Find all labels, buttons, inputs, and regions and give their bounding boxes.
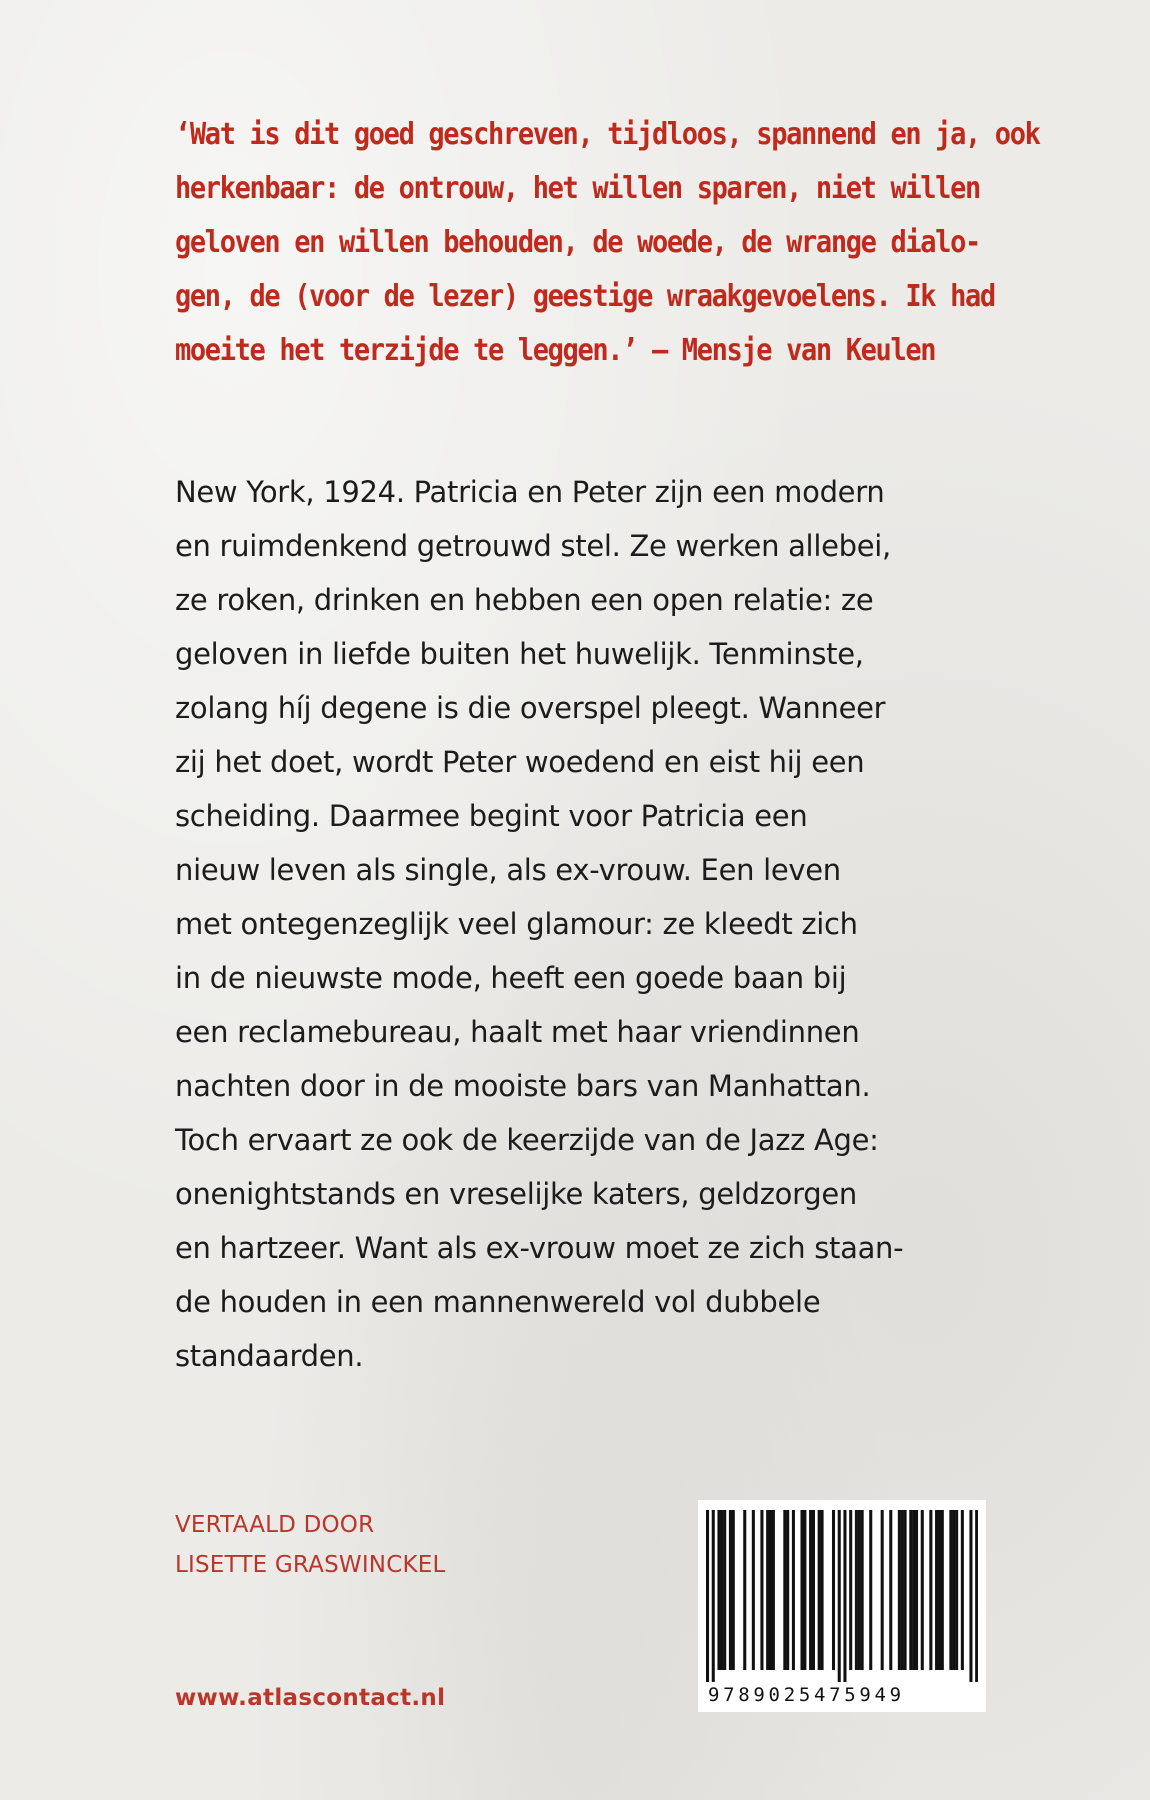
barcode-bar — [889, 1510, 892, 1670]
description-line: scheiding. Daarmee begint voor Patricia een — [175, 799, 808, 833]
barcode-bar — [912, 1510, 915, 1670]
quote-line: ‘Wat is dit goed geschreven, tijdloos, spannend en ja, ook — [175, 117, 1040, 152]
barcode-bar — [800, 1510, 803, 1670]
barcode-bar — [898, 1510, 901, 1670]
description-line: standaarden. — [175, 1339, 364, 1373]
description-line: ze roken, drinken en hebben een open relatie: ze — [175, 583, 874, 617]
barcode-bars — [706, 1510, 978, 1682]
book-description — [175, 465, 1005, 1383]
description-line: en hartzeer. Want als ex-vrouw moet ze zich staan- — [175, 1231, 904, 1265]
description-line: zolang híj degene is die overspel pleegt. Wanneer — [175, 691, 886, 725]
barcode-bar — [969, 1510, 972, 1682]
translator-credit — [175, 1505, 446, 1585]
description-line: Toch ervaart ze ook de keerzijde van de Jazz Age: — [175, 1123, 879, 1157]
description-line: nieuw leven als single, als ex-vrouw. Een leven — [175, 853, 841, 887]
translator-label: VERTAALD DOOR — [175, 1512, 375, 1538]
barcode-bar — [706, 1510, 709, 1682]
barcode-bar — [935, 1510, 938, 1670]
barcode-bar — [818, 1510, 821, 1670]
barcode-bar — [786, 1510, 789, 1670]
barcode-bar — [904, 1510, 907, 1670]
description-line: zij het doet, wordt Peter woedend en eist hij een — [175, 745, 865, 779]
description-line: geloven in liefde buiten het huwelijk. Tenminste, — [175, 637, 864, 671]
barcode-bar — [803, 1510, 806, 1670]
barcode-bar — [717, 1510, 720, 1670]
barcode-bar — [723, 1510, 726, 1670]
barcode-bar — [712, 1510, 715, 1682]
barcode-bar — [732, 1510, 735, 1670]
quote-line: moeite het terzijde te leggen.’ – Mensje van Keulen — [175, 333, 936, 368]
isbn-number: 9789025475949 — [708, 1684, 905, 1706]
quote-line: geloven en willen behouden, de woede, de wrange dialo- — [175, 225, 980, 260]
barcode-bar — [921, 1510, 924, 1670]
barcode-bar — [760, 1510, 763, 1670]
barcode-bar — [952, 1510, 955, 1670]
publisher-website[interactable]: www.atlascontact.nl — [175, 1685, 446, 1711]
barcode-bar — [843, 1510, 846, 1682]
barcode-bar — [812, 1510, 815, 1670]
barcode-bar — [772, 1510, 775, 1670]
barcode-bar — [909, 1510, 912, 1670]
barcode-bar — [769, 1510, 772, 1670]
barcode-bar — [938, 1510, 941, 1670]
translator-name: LISETTE GRASWINCKEL — [175, 1552, 446, 1578]
barcode-bar — [792, 1510, 795, 1670]
barcode-bar — [743, 1510, 746, 1670]
barcode-bar — [720, 1510, 723, 1670]
barcode-bar — [752, 1510, 755, 1670]
barcode-bar — [821, 1510, 824, 1670]
barcode-bar — [855, 1510, 858, 1670]
barcode-bar — [766, 1510, 769, 1670]
barcode-bar — [881, 1510, 884, 1670]
barcode-bar — [783, 1510, 786, 1670]
barcode-bar — [838, 1510, 841, 1682]
barcode-bar — [929, 1510, 932, 1670]
barcode-bar — [849, 1510, 852, 1670]
barcode-bar — [869, 1510, 872, 1670]
barcode-bar — [941, 1510, 944, 1670]
barcode-bar — [961, 1510, 964, 1670]
description-line: met ontegenzeglijk veel glamour: ze kleedt zich — [175, 907, 858, 941]
review-quote — [175, 108, 1040, 378]
barcode-bar — [832, 1510, 835, 1670]
description-line: in de nieuwste mode, heeft een goede baan bij — [175, 961, 847, 995]
quote-line: gen, de (voor de lezer) geestige wraakgevoelens. Ik had — [175, 279, 995, 314]
description-line: onenightstands en vreselijke katers, geldzorgen — [175, 1177, 857, 1211]
barcode-bar — [949, 1510, 952, 1670]
description-line: New York, 1924. Patricia en Peter zijn een modern — [175, 475, 885, 509]
barcode-bar — [858, 1510, 861, 1670]
barcode-bar — [975, 1510, 978, 1682]
description-line: de houden in een mannenwereld vol dubbele — [175, 1285, 821, 1319]
barcode-bar — [809, 1510, 812, 1670]
description-line: en ruimdenkend getrouwd stel. Ze werken allebei, — [175, 529, 891, 563]
isbn-barcode — [698, 1500, 986, 1712]
description-line: nachten door in de mooiste bars van Manhattan. — [175, 1069, 871, 1103]
barcode-bar — [729, 1510, 732, 1670]
barcode-bar — [901, 1510, 904, 1670]
barcode-bar — [915, 1510, 918, 1670]
barcode-bar — [955, 1510, 958, 1670]
description-line: een reclamebureau, haalt met haar vriendinnen — [175, 1015, 860, 1049]
quote-line: herkenbaar: de ontrouw, het willen sparen, niet willen — [175, 171, 980, 206]
barcode-bar — [861, 1510, 864, 1670]
